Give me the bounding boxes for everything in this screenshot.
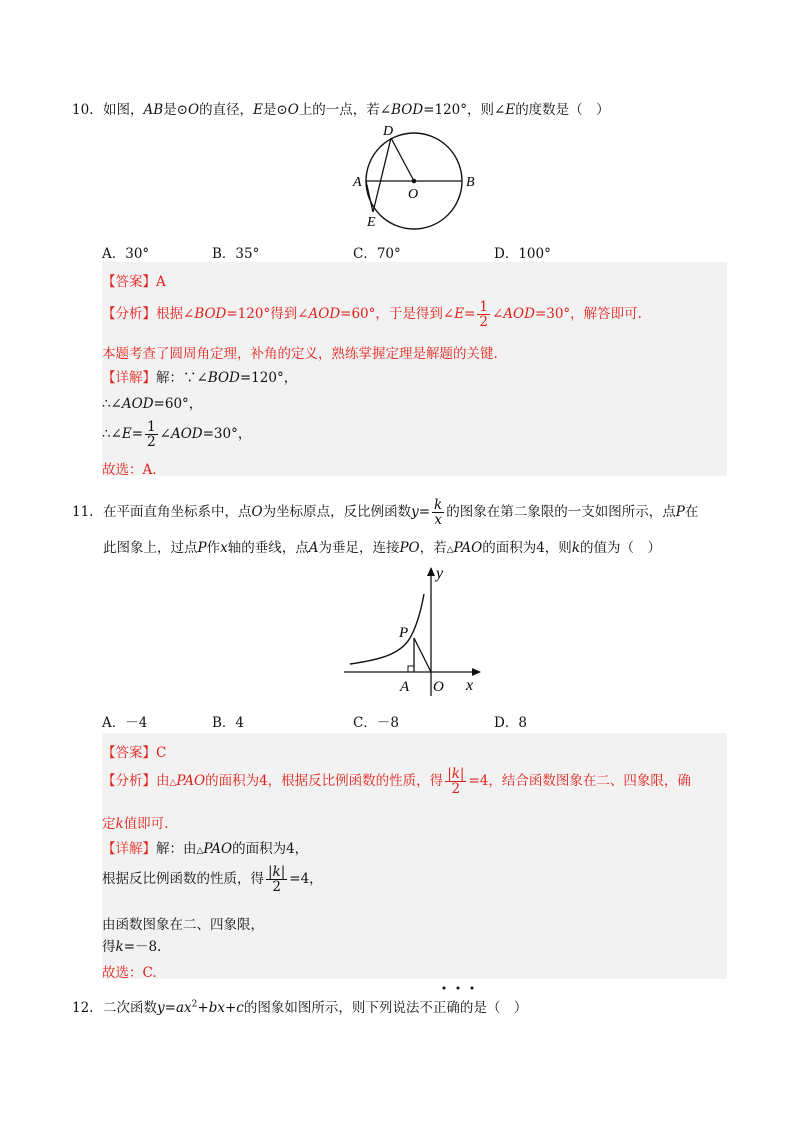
label-o: O (433, 679, 444, 695)
fraction (145, 420, 158, 449)
stem-text: 的图象在第二象限的一支如图所示，点 (446, 504, 676, 521)
step-text: 得 (102, 939, 116, 955)
step-var: k (115, 939, 124, 955)
step-text: =60°， (153, 396, 203, 412)
stem-text: =120°，则∠ (423, 102, 506, 118)
label-b: B (466, 175, 475, 190)
detail-var: PAO (203, 841, 233, 857)
q11-hyperbola-figure (338, 560, 488, 700)
analysis-line (102, 300, 642, 329)
label-y: y (436, 565, 444, 582)
stem-var: E (505, 102, 516, 118)
stem-text: 是 (262, 102, 277, 118)
analysis-text: 根据∠ (156, 306, 195, 323)
triangle-symbol: △ (169, 778, 177, 789)
question-number: 10. (72, 102, 94, 118)
fraction-numerator: k (434, 497, 443, 513)
q10-circle-figure (345, 122, 485, 232)
step-var: E (121, 426, 132, 443)
analysis-text: = (464, 306, 476, 323)
stem-var: x (184, 1000, 192, 1016)
step-text: = (131, 426, 144, 443)
fraction (477, 300, 490, 329)
label-a: A (353, 175, 362, 190)
stem-var: bx (208, 1000, 225, 1016)
choice-line: 故选：A. (102, 462, 157, 478)
answer-tag: 【答案】 (102, 745, 156, 761)
stem-var: O (251, 504, 263, 521)
stem-text: 在 (684, 504, 699, 521)
option-c[interactable]: C．70° (353, 246, 401, 262)
stem-var: A (308, 540, 319, 556)
stem-var: BOD (391, 102, 424, 118)
segment-po (414, 638, 431, 672)
q11-answer-box (102, 733, 727, 979)
option-d[interactable]: D．100° (494, 246, 551, 262)
label-o: O (408, 187, 419, 202)
segment-ae (366, 181, 373, 212)
step-var: AOD (170, 426, 203, 443)
stem-text: 的图象如图所示，则下列说法 (243, 1000, 420, 1016)
q11-stem-line2 (103, 536, 661, 556)
step-text: =30°， (202, 426, 252, 443)
center-point (412, 179, 417, 184)
stem-var: P (197, 540, 207, 556)
fraction-denominator: 2 (147, 434, 156, 451)
answer-line (102, 741, 166, 761)
fraction (445, 767, 466, 796)
choice-line: 故选：C. (102, 965, 157, 981)
answer-value: A (156, 274, 166, 290)
detail-text: 解：∵∠ (156, 370, 208, 386)
analysis-text: 定 (102, 816, 116, 832)
stem-text: 的直径， (199, 102, 254, 118)
stem-var: ⊙O (176, 102, 200, 118)
stem-text: 的值为（ ） (580, 540, 661, 556)
stem-text: 是 (163, 102, 177, 118)
step-line (102, 865, 323, 894)
stem-text: 轴的垂线，点 (227, 540, 309, 556)
stem-var: c (236, 1000, 244, 1016)
stem-var: PO (399, 540, 420, 556)
stem-var: k (571, 540, 580, 556)
step-text: ∴∠ (102, 396, 122, 412)
detail-text: 解：由 (156, 841, 197, 857)
detail-line (102, 366, 297, 386)
step-text: =－8. (123, 939, 162, 955)
fraction-numerator: 1 (147, 419, 156, 435)
stem-var: E (253, 102, 263, 118)
answer-value: C (156, 745, 167, 761)
stem-var: x (220, 540, 228, 556)
stem-var: P (675, 504, 685, 521)
analysis-var: k (115, 816, 124, 832)
triangle-symbol: △ (446, 545, 454, 555)
fraction-numerator: |k| (447, 766, 465, 782)
step-text: ∴∠ (102, 426, 122, 443)
analysis-var: AOD (308, 306, 341, 323)
analysis-var: BOD (194, 306, 227, 323)
exponent: 2 (191, 999, 198, 1010)
analysis-text: =30°，解答即可. (534, 306, 642, 323)
fraction-denominator: 2 (272, 879, 281, 896)
detail-tag: 【详解】 (102, 370, 156, 386)
option-d[interactable]: D．8 (494, 715, 527, 731)
label-a: A (400, 679, 410, 695)
emphasized-words: 不正确 (419, 1000, 460, 1016)
stem-var: y (157, 1000, 165, 1016)
option-c[interactable]: C．－8 (353, 715, 399, 731)
analysis-tag: 【分析】 (102, 773, 156, 790)
step-text: =4， (289, 871, 323, 888)
analysis-line-2 (102, 812, 168, 832)
label-x: x (466, 677, 474, 694)
emphasized-text (419, 1000, 460, 1016)
stem-text: 在平面直角坐标系中，点 (103, 504, 252, 521)
stem-text: 为垂足，连接 (318, 540, 400, 556)
fraction-denominator: x (434, 512, 442, 529)
option-a[interactable]: A．30° (102, 246, 150, 262)
segment-de (373, 138, 391, 212)
stem-text: 的是（ ） (459, 1000, 528, 1016)
stem-var: a (175, 1000, 185, 1016)
step-var: AOD (121, 396, 154, 412)
analysis-var: PAO (176, 773, 206, 790)
analysis-tag: 【分析】 (102, 306, 156, 323)
stem-var: PAO (453, 540, 483, 556)
stem-text: 二次函数 (103, 1000, 157, 1016)
stem-text: 如图， (103, 102, 144, 118)
stem-text: ，若 (419, 540, 447, 556)
analysis-text: =4，结合函数图象在二、四象限，确 (468, 773, 691, 790)
stem-var: y (411, 504, 419, 521)
stem-text: = (418, 504, 431, 521)
step-line (102, 392, 202, 412)
detail-var: BOD (207, 370, 240, 386)
answer-line (102, 270, 166, 290)
stem-var: AB (143, 102, 164, 118)
step-line: 由函数图象在二、四象限， (102, 917, 264, 933)
hyperbola-curve (350, 594, 424, 664)
right-angle-mark (408, 666, 414, 672)
stem-text: 为坐标原点，反比例函数 (262, 504, 412, 521)
fraction-denominator: 2 (479, 314, 488, 331)
option-b[interactable]: B．4 (212, 715, 245, 731)
stem-text: + (197, 1000, 209, 1016)
detail-line (102, 837, 308, 857)
detail-text: =120°， (239, 370, 298, 386)
fraction (266, 865, 287, 894)
question-number: 11. (72, 504, 94, 521)
stem-var: ⊙O (276, 102, 299, 118)
option-a[interactable]: A．－4 (102, 715, 148, 731)
stem-text: 作 (206, 540, 221, 556)
analysis-text: 的面积为4，根据反比例函数的性质，得 (205, 773, 444, 790)
segment-do (391, 138, 414, 181)
fraction-denominator: 2 (451, 781, 461, 798)
option-b[interactable]: B．35° (212, 246, 260, 262)
fraction-numerator: |k| (268, 864, 286, 880)
analysis-var: E (454, 306, 465, 323)
analysis-text: 值即可. (123, 816, 169, 832)
detail-text: 的面积为4， (232, 841, 309, 857)
analysis-text: =60°，于是得到∠ (340, 306, 455, 323)
stem-text: + (224, 1000, 237, 1016)
q11-stem-line1 (72, 498, 698, 527)
step-text: ∠ (159, 426, 171, 443)
triangle-symbol: △ (196, 846, 204, 856)
stem-text: 此图象上，过点 (103, 540, 198, 556)
step-text: 根据反比例函数的性质，得 (102, 871, 264, 888)
stem-text: = (164, 1000, 176, 1016)
analysis-text: =120°得到∠ (226, 306, 309, 323)
summary-line: 本题考查了圆周角定理，补角的定义，熟练掌握定理是解题的关键. (102, 346, 498, 362)
detail-tag: 【详解】 (102, 841, 156, 857)
analysis-text: 由 (156, 773, 170, 790)
analysis-text: ∠ (491, 306, 504, 323)
label-d: D (383, 124, 394, 139)
stem-text: 的面积为4，则 (482, 540, 572, 556)
label-e: E (367, 215, 376, 230)
stem-text: 的度数是（ ） (515, 102, 610, 118)
fraction-numerator: 1 (479, 299, 488, 315)
q10-answer-box (102, 262, 727, 476)
step-line (102, 420, 251, 449)
label-p: P (399, 625, 409, 641)
stem-text: 上的一点，若∠ (298, 102, 392, 118)
answer-tag: 【答案】 (102, 274, 156, 290)
analysis-var: AOD (503, 306, 535, 323)
q10-stem (72, 98, 610, 118)
analysis-line (102, 767, 691, 796)
emphasis-dots (440, 984, 480, 992)
fraction (432, 498, 444, 527)
q12-stem (72, 996, 527, 1016)
step-line (102, 935, 161, 955)
question-number: 12. (72, 1000, 94, 1016)
